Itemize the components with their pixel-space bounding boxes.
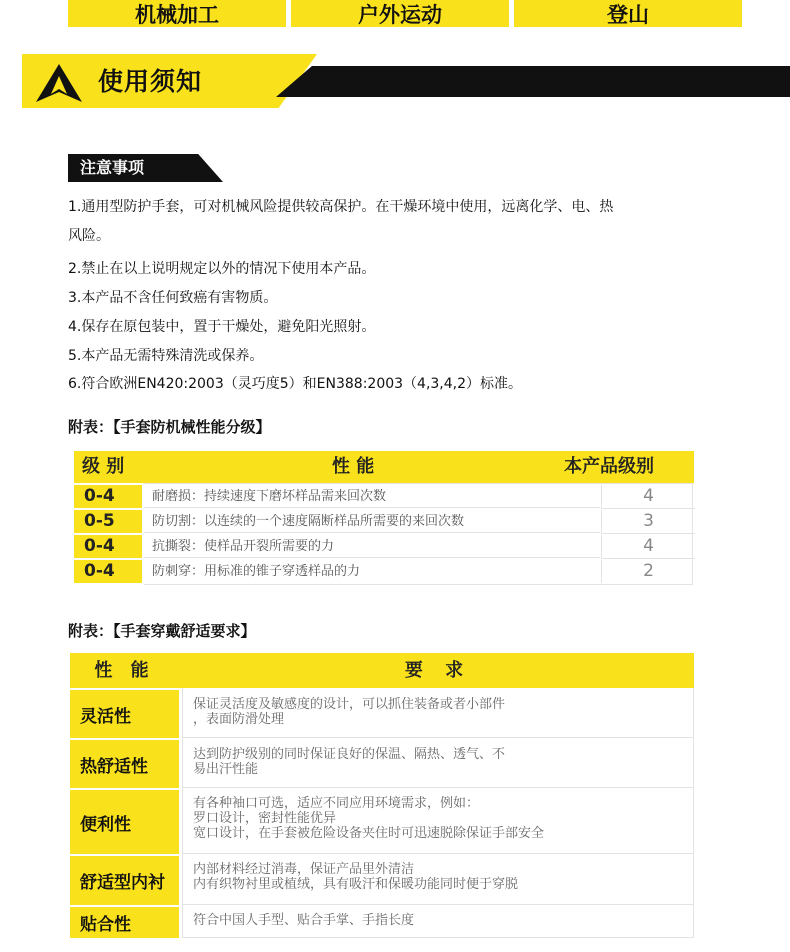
banner-black-band	[276, 66, 790, 97]
table2-desc-line: 内部材料经过消毒，保证产品里外清洁	[193, 862, 415, 877]
table2-desc-line: 达到防护级别的同时保证良好的保温、隔热、透气、不	[193, 747, 506, 762]
table2-row-name: 舒适型内衬	[70, 856, 179, 905]
table2-header-requirement: 要 求	[404, 660, 472, 681]
table2-row-desc	[182, 905, 694, 938]
table2-row-name: 热舒适性	[70, 740, 179, 788]
warning-triangle-icon	[36, 64, 82, 102]
table1-grade: 0-5	[74, 510, 142, 533]
table1-grade: 0-4	[74, 560, 142, 583]
note-item: 4.保存在原包装中，置于干燥处，避免阳光照射。	[68, 319, 376, 335]
table2-row-desc	[182, 788, 694, 854]
table2-row-desc	[182, 688, 694, 738]
table1-desc: 防刺穿：用标准的锥子穿透样品的力	[152, 564, 361, 579]
table1-level: 2	[601, 560, 695, 583]
table1-desc: 防切割：以连续的一个速度隔断样品所需要的来回次数	[144, 510, 600, 533]
table1-grade: 0-4	[74, 535, 142, 558]
table2-header-performance: 性 能	[94, 660, 155, 681]
note-item: 风险。	[68, 228, 110, 244]
note-item: 6.符合欧洲EN420:2003（灵巧度5）和EN388:2003（4,3,4,2）标准。	[68, 376, 523, 392]
table1-level: 3	[601, 510, 695, 534]
note-item: 1.通用型防护手套，可对机械风险提供较高保护。在干燥环境中使用，远离化学、电、热	[68, 199, 614, 215]
table2-row-name: 灵活性	[70, 690, 179, 738]
notes-heading: 注意事项	[80, 158, 145, 177]
note-item: 2.禁止在以上说明规定以外的情况下使用本产品。	[68, 261, 376, 277]
table2-row-name: 贴合性	[70, 907, 179, 938]
table2-desc-line: 保证灵活度及敏感度的设计，可以抓住装备或者小部件	[193, 697, 506, 712]
table2-desc-line: ，表面防滑处理	[193, 712, 285, 727]
table1-header-product-level: 本产品级别	[564, 456, 654, 477]
table1-grade: 0-4	[74, 485, 142, 508]
table2-desc-line: 易出汗性能	[193, 762, 259, 777]
table1-desc: 耐磨损：持续速度下磨坏样品需来回次数	[144, 485, 600, 508]
tag-outdoor: 户外运动	[291, 0, 509, 27]
table2-desc-line: 罗口设计，密封性能优异	[193, 811, 337, 826]
note-item: 5.本产品无需特殊清洗或保养。	[68, 348, 264, 364]
table1-header-grade: 级 别	[82, 456, 125, 477]
table1-level: 4	[601, 535, 695, 559]
table2-row-name: 便利性	[70, 790, 179, 854]
tag-climbing: 登山	[514, 0, 742, 27]
table2-desc-line: 符合中国人手型、贴合手掌、手指长度	[193, 913, 415, 928]
table2-desc-line: 内有织物衬里或植绒，具有吸汗和保暖功能同时便于穿脱	[193, 877, 519, 892]
table2-desc-line: 宽口设计，在手套被危险设备夹住时可迅速脱除保证手部安全	[193, 826, 545, 841]
table2-row-desc	[182, 854, 694, 905]
table1-desc: 抗撕裂：使样品开裂所需要的力	[144, 535, 600, 558]
table1-header-performance: 性 能	[332, 456, 375, 477]
banner-title: 使用须知	[98, 67, 203, 96]
note-item: 3.本产品不含任何致癌有害物质。	[68, 290, 278, 306]
table1-caption: 附表：【手套防机械性能分级】	[68, 418, 271, 436]
table2-row-desc	[182, 738, 694, 788]
table1-level: 4	[601, 485, 695, 509]
table2-caption: 附表：【手套穿戴舒适要求】	[68, 622, 256, 640]
table2-desc-line: 有各种袖口可选，适应不同应用环境需求，例如：	[193, 796, 480, 811]
tag-machining: 机械加工	[68, 0, 286, 27]
